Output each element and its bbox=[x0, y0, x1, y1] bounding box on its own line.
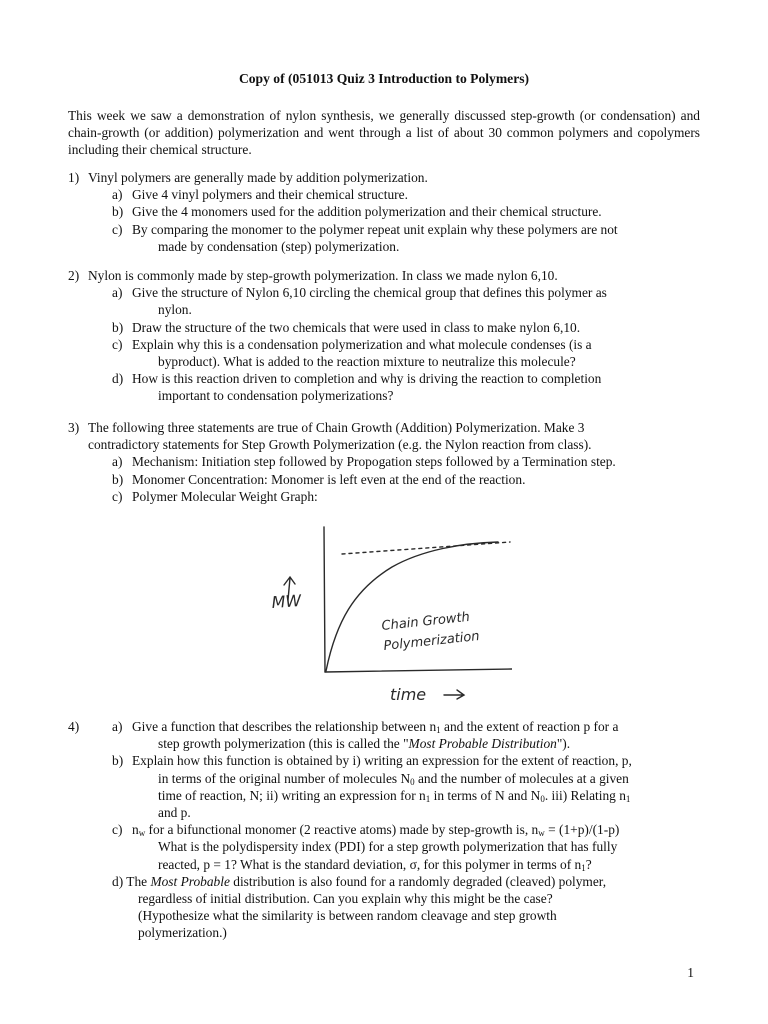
page-number: 1 bbox=[687, 965, 694, 980]
subquestion-4d: d) The Most Probable distribution is also found for a randomly degraded (cleaved) polymer, regardless of initial distribution. Can you explain why this might be the case? (Hypothesize what the similarity is between random cleavage and step growth polymerization.) bbox=[112, 873, 607, 941]
subquestion-2d: d) How is this reaction driven to completion and why is driving the reaction to completion important to condensation polymerizations? bbox=[112, 371, 602, 404]
subquestion-3b: b) Monomer Concentration: Monomer is left even at the end of the reaction. bbox=[112, 471, 526, 487]
question-text: Vinyl polymers are generally made by addition polymerization. bbox=[88, 170, 428, 185]
y-axis bbox=[324, 527, 325, 672]
question-text-continued: contradictory statements for Step Growth Polymerization (e.g. the Nylon reaction from class). bbox=[88, 437, 592, 453]
x-axis bbox=[325, 669, 512, 672]
subquestion-4c: c) $n_w$ for a bifunctional monomer (2 reactive atoms) made by step-growth is, $n_w = (1+p)/(1-p)$ What is the polydispersity index (PDI) for a step growth polymerization that has fully reacted, p = 1? What is the standard deviation, σ, for this polymer in terms of $n_1$? bbox=[112, 822, 620, 873]
subquestion-3a: a) Mechanism: Initiation step followed by Propogation steps followed by a Termination step. bbox=[112, 454, 616, 470]
question-number: 4) bbox=[68, 719, 80, 734]
subquestion-1c: c) By comparing the monomer to the polymer repeat unit explain why these polymers are not made by condensation (step) polymerization. bbox=[112, 221, 618, 254]
question-1 bbox=[68, 169, 708, 255]
growth-curve bbox=[326, 542, 498, 671]
subquestion-2a: a) Give the structure of Nylon 6,10 circling the chemical group that defines this polymer as nylon. bbox=[112, 285, 607, 318]
question-number: 1) bbox=[68, 170, 80, 185]
question-3 bbox=[68, 419, 708, 505]
subquestion-2c: c) Explain why this is a condensation polymerization and what molecule condenses (is a byproduct). What is added to the reaction mixture to neutralize this molecule? bbox=[112, 336, 592, 370]
curve-annotation-line-1: Chain Growth bbox=[380, 609, 471, 634]
intro-paragraph: This week we saw a demonstration of nylon synthesis, we generally discussed step-growth (or condensation) and chain-growth (or addition) polymerization and went through a list of about 30 common polymers and copolymers including their chemical structure. bbox=[68, 108, 700, 158]
x-axis-label: time bbox=[390, 685, 427, 704]
subquestion-1b: b) Give the 4 monomers used for the addition polymerization and their chemical structure. bbox=[112, 204, 602, 220]
subquestion-4b: b) Explain how this function is obtained by i) writing an expression for the extent of reaction, p, in terms of the original number of molecules $N_0$ and the number of molecules at a given time of reaction, N; ii) writing an expression for $n_1$ in terms of N and $N_0$. iii) Relating $n_1$ and p. bbox=[112, 753, 632, 821]
curve-annotation-line-2: Polymerization bbox=[382, 628, 481, 654]
question-number: 2) bbox=[68, 268, 80, 283]
question-number: 3) bbox=[68, 420, 80, 435]
subquestion-3c: c) Polymer Molecular Weight Graph: bbox=[112, 488, 318, 504]
y-axis-label: MW bbox=[270, 590, 302, 612]
question-text: Nylon is commonly made by step-growth polymerization. In class we made nylon 6,10. bbox=[88, 268, 558, 283]
question-text: The following three statements are true of Chain Growth (Addition) Polymerization. Make 3 bbox=[88, 420, 585, 435]
question-2 bbox=[68, 267, 708, 405]
subquestion-2b: b) Draw the structure of the two chemicals that were used in class to make nylon 6,10. bbox=[112, 319, 581, 335]
subquestion-4a: 4) a) Give a function that describes the relationship between $n_1$ and the extent of reaction p for a step growth polymerization (this is called the "Most Probable Distribution"). bbox=[68, 719, 619, 752]
page-title: Copy of (051013 Quiz 3 Introduction to Polymers) bbox=[238, 71, 530, 86]
right-arrow-icon bbox=[444, 690, 464, 699]
molecular-weight-sketch bbox=[262, 522, 512, 712]
subquestion-1a: a) Give 4 vinyl polymers and their chemical structure. bbox=[112, 187, 408, 203]
question-4 bbox=[68, 718, 708, 942]
